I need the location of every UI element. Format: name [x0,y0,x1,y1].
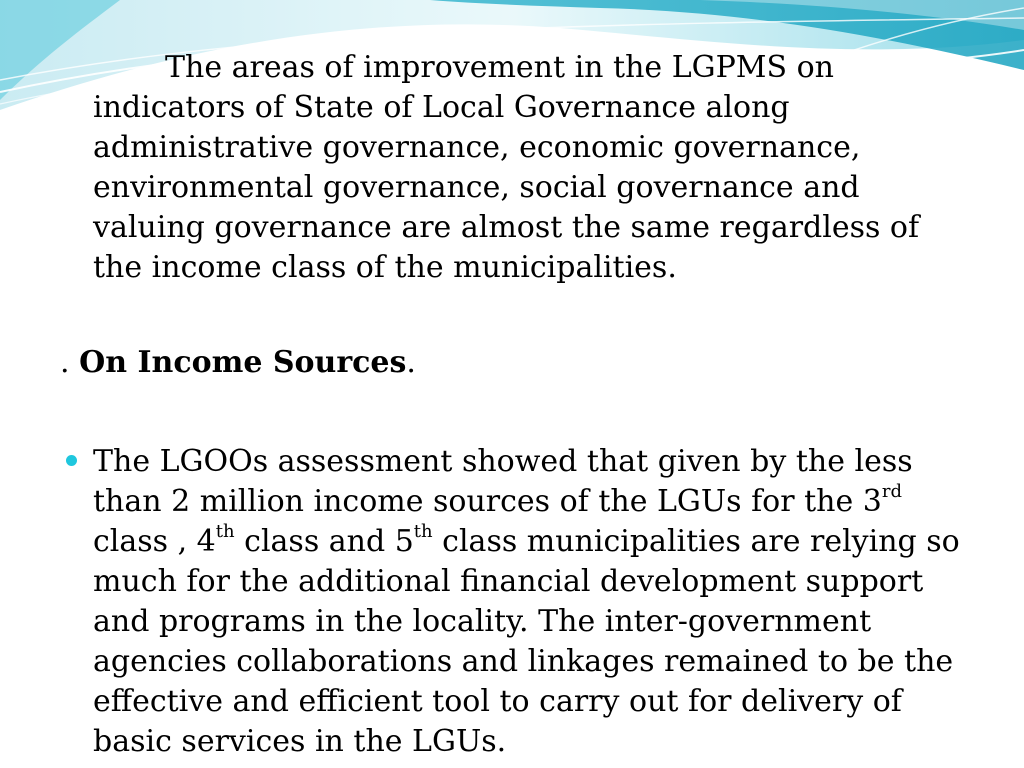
heading-prefix: . [60,345,70,380]
heading-suffix: . [406,345,416,380]
bullet-text-part3: class and 5 [234,524,414,559]
bullet-dot-icon [66,455,77,466]
bullet-paragraph [93,442,973,762]
bullet-text-part1: The LGOOs assessment showed that given by the less than 2 million income sources of the LGUs for the 3 [93,444,913,519]
bullet-text-part4: class municipalities are relying so much for the additional financial development support and programs in the locality. The inter-government agencies collaborations and linkages remained to be the effective and efficient tool to carry out for delivery of basic services in the LGUs. [93,524,960,759]
intro-paragraph: The areas of improvement in the LGPMS on indicators of State of Local Governance along administrative governance, economic governance, environmental governance, social governance and valuing governance are almost the same regardless of the income class of the municipalities. [93,50,920,285]
heading-title: On Income Sources [79,345,407,380]
superscript-rd: rd [881,481,903,502]
bullet-text-part2: class , 4 [93,524,216,559]
section-heading [60,343,416,383]
superscript-th-2: th [413,521,433,542]
superscript-th-1: th [215,521,235,542]
